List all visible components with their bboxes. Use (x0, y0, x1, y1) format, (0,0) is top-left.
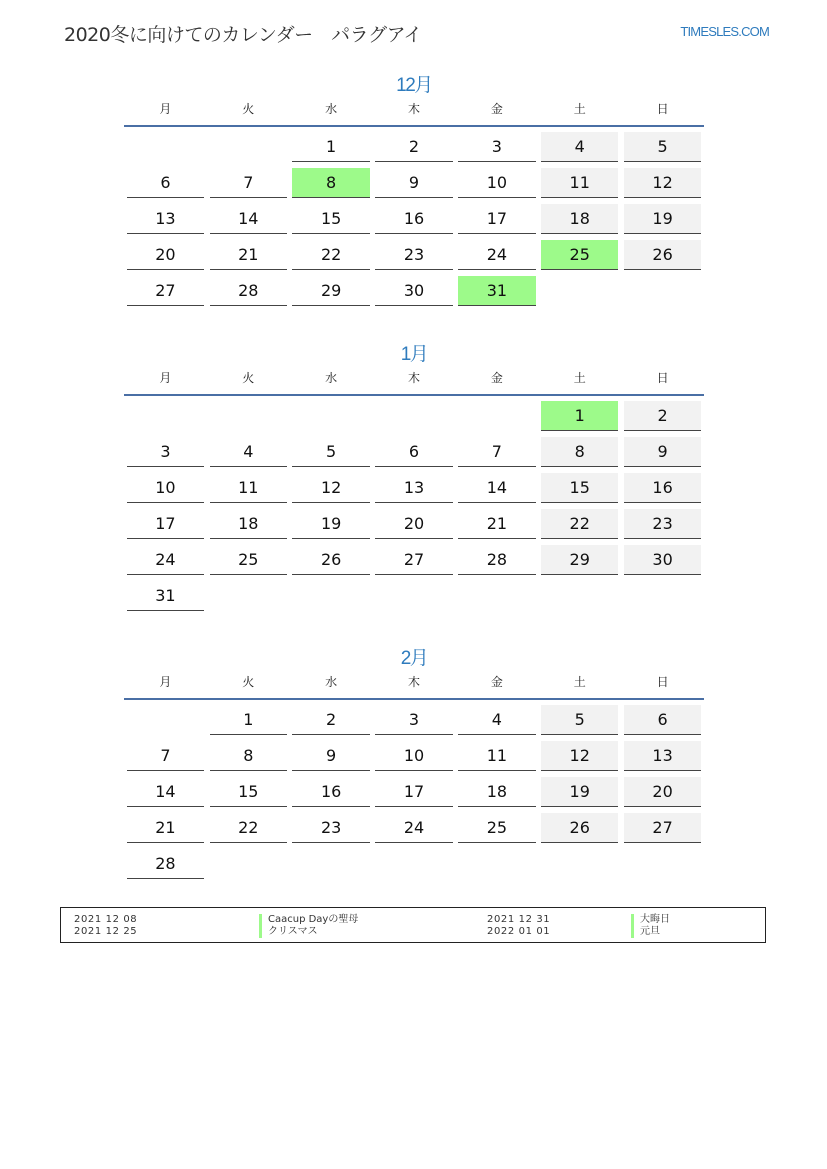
day-cell: 14 (127, 777, 204, 807)
legend-holiday-name: クリスマス (259, 926, 318, 938)
week-row (124, 473, 704, 509)
legend-date: 2022 01 01 (487, 926, 551, 937)
day-cell: 9 (375, 168, 452, 198)
empty-cell (458, 401, 535, 431)
week-row (124, 437, 704, 473)
day-cell: 6 (127, 168, 204, 198)
weekday-label: 月 (159, 102, 172, 116)
day-cell: 11 (210, 473, 287, 503)
weekend-day-cell: 4 (541, 132, 618, 162)
weekday-label: 土 (573, 371, 586, 385)
day-cell: 7 (127, 741, 204, 771)
weekend-day-cell: 5 (541, 705, 618, 735)
weekday-label: 日 (656, 371, 669, 385)
day-cell: 5 (292, 437, 369, 467)
weekend-day-cell: 5 (624, 132, 701, 162)
day-cell: 22 (210, 813, 287, 843)
weekend-day-cell: 15 (541, 473, 618, 503)
empty-cell (458, 849, 535, 879)
empty-cell (210, 849, 287, 879)
day-cell: 22 (292, 240, 369, 270)
weekend-day-cell: 19 (541, 777, 618, 807)
day-cell: 24 (458, 240, 535, 270)
day-cell: 4 (210, 437, 287, 467)
day-cell: 20 (127, 240, 204, 270)
holiday-day-cell: 31 (458, 276, 535, 306)
weekday-label: 月 (159, 371, 172, 385)
day-grid (124, 396, 704, 617)
day-cell: 15 (210, 777, 287, 807)
week-row (124, 849, 704, 885)
empty-cell (375, 401, 452, 431)
day-cell: 27 (127, 276, 204, 306)
week-row (124, 276, 704, 312)
weekday-label: 水 (325, 675, 338, 689)
month-title: 2月 (400, 648, 428, 669)
weekday-label: 日 (656, 102, 669, 116)
day-cell: 18 (210, 509, 287, 539)
day-cell: 13 (127, 204, 204, 234)
day-cell: 9 (292, 741, 369, 771)
weekend-day-cell: 29 (541, 545, 618, 575)
legend-date: 2021 12 25 (74, 926, 138, 937)
day-cell: 4 (458, 705, 535, 735)
month-calendar (124, 643, 704, 885)
weekday-label: 金 (490, 371, 503, 385)
weekday-label: 火 (242, 675, 255, 689)
day-cell: 16 (375, 204, 452, 234)
empty-cell (624, 276, 701, 306)
page-title: 2020冬に向けてのカレンダー パラグアイ (64, 24, 422, 46)
empty-cell (375, 581, 452, 611)
day-cell: 15 (292, 204, 369, 234)
day-cell: 24 (127, 545, 204, 575)
day-cell: 28 (210, 276, 287, 306)
holiday-day-cell: 8 (292, 168, 369, 198)
empty-cell (375, 849, 452, 879)
weekday-label: 木 (408, 371, 421, 385)
empty-cell (624, 849, 701, 879)
day-cell: 6 (375, 437, 452, 467)
empty-cell (127, 401, 204, 431)
weekend-day-cell: 27 (624, 813, 701, 843)
weekend-day-cell: 22 (541, 509, 618, 539)
week-row (124, 401, 704, 437)
weekend-day-cell: 12 (624, 168, 701, 198)
empty-cell (292, 849, 369, 879)
weekend-day-cell: 23 (624, 509, 701, 539)
week-row (124, 581, 704, 617)
empty-cell (541, 276, 618, 306)
weekday-label: 土 (573, 102, 586, 116)
day-cell: 21 (458, 509, 535, 539)
day-cell: 25 (458, 813, 535, 843)
week-row (124, 204, 704, 240)
legend-date: 2021 12 08 (74, 914, 138, 925)
weekday-label: 火 (242, 371, 255, 385)
day-cell: 2 (375, 132, 452, 162)
day-cell: 13 (375, 473, 452, 503)
day-cell: 7 (458, 437, 535, 467)
day-cell: 20 (375, 509, 452, 539)
legend-date: 2021 12 31 (487, 914, 551, 925)
day-cell: 23 (292, 813, 369, 843)
weekday-label: 金 (490, 102, 503, 116)
day-cell: 14 (458, 473, 535, 503)
weekend-day-cell: 16 (624, 473, 701, 503)
day-cell: 11 (458, 741, 535, 771)
week-row (124, 741, 704, 777)
weekday-label: 日 (656, 675, 669, 689)
day-cell: 16 (292, 777, 369, 807)
day-cell: 19 (292, 509, 369, 539)
month-title: 12月 (396, 75, 432, 96)
week-row (124, 240, 704, 276)
weekday-label: 月 (159, 675, 172, 689)
week-row (124, 705, 704, 741)
legend-holiday-name: 元旦 (631, 926, 660, 938)
day-cell: 3 (375, 705, 452, 735)
weekend-day-cell: 8 (541, 437, 618, 467)
weekday-header (124, 100, 704, 127)
day-cell: 14 (210, 204, 287, 234)
day-grid (124, 127, 704, 312)
brand-link[interactable]: TIMESLES.COM (680, 24, 769, 39)
empty-cell (210, 132, 287, 162)
weekend-day-cell: 26 (624, 240, 701, 270)
month-calendar (124, 70, 704, 312)
day-cell: 10 (458, 168, 535, 198)
day-cell: 10 (375, 741, 452, 771)
week-row (124, 509, 704, 545)
month-calendar (124, 339, 704, 617)
day-grid (124, 700, 704, 885)
weekday-header (124, 369, 704, 396)
day-cell: 25 (210, 545, 287, 575)
weekend-day-cell: 19 (624, 204, 701, 234)
day-cell: 8 (210, 741, 287, 771)
holiday-legend (60, 907, 766, 943)
day-cell: 2 (292, 705, 369, 735)
weekday-header (124, 673, 704, 700)
weekend-day-cell: 30 (624, 545, 701, 575)
empty-cell (210, 581, 287, 611)
weekday-label: 金 (490, 675, 503, 689)
day-cell: 30 (375, 276, 452, 306)
weekend-day-cell: 13 (624, 741, 701, 771)
weekend-day-cell: 18 (541, 204, 618, 234)
week-row (124, 777, 704, 813)
day-cell: 28 (127, 849, 204, 879)
empty-cell (292, 581, 369, 611)
weekend-day-cell: 12 (541, 741, 618, 771)
empty-cell (541, 849, 618, 879)
day-cell: 1 (210, 705, 287, 735)
week-row (124, 813, 704, 849)
day-cell: 3 (458, 132, 535, 162)
empty-cell (541, 581, 618, 611)
day-cell: 7 (210, 168, 287, 198)
weekend-day-cell: 2 (624, 401, 701, 431)
weekend-day-cell: 11 (541, 168, 618, 198)
day-cell: 29 (292, 276, 369, 306)
weekday-label: 木 (408, 102, 421, 116)
holiday-day-cell: 25 (541, 240, 618, 270)
day-cell: 3 (127, 437, 204, 467)
legend-holiday-name: Caacup Dayの聖母 (259, 914, 358, 926)
empty-cell (458, 581, 535, 611)
legend-holiday-name: 大晦日 (631, 914, 670, 926)
week-row (124, 132, 704, 168)
day-cell: 17 (458, 204, 535, 234)
week-row (124, 545, 704, 581)
weekend-day-cell: 20 (624, 777, 701, 807)
day-cell: 28 (458, 545, 535, 575)
day-cell: 10 (127, 473, 204, 503)
weekday-label: 土 (573, 675, 586, 689)
day-cell: 17 (375, 777, 452, 807)
holiday-day-cell: 1 (541, 401, 618, 431)
day-cell: 26 (292, 545, 369, 575)
day-cell: 31 (127, 581, 204, 611)
day-cell: 21 (210, 240, 287, 270)
month-title: 1月 (400, 344, 428, 365)
weekday-label: 火 (242, 102, 255, 116)
empty-cell (624, 581, 701, 611)
empty-cell (127, 132, 204, 162)
weekend-day-cell: 9 (624, 437, 701, 467)
day-cell: 23 (375, 240, 452, 270)
day-cell: 17 (127, 509, 204, 539)
week-row (124, 168, 704, 204)
weekday-label: 木 (408, 675, 421, 689)
weekend-day-cell: 26 (541, 813, 618, 843)
empty-cell (210, 401, 287, 431)
day-cell: 24 (375, 813, 452, 843)
day-cell: 12 (292, 473, 369, 503)
day-cell: 27 (375, 545, 452, 575)
weekday-label: 水 (325, 102, 338, 116)
day-cell: 21 (127, 813, 204, 843)
empty-cell (292, 401, 369, 431)
day-cell: 1 (292, 132, 369, 162)
weekday-label: 水 (325, 371, 338, 385)
empty-cell (127, 705, 204, 735)
day-cell: 18 (458, 777, 535, 807)
weekend-day-cell: 6 (624, 705, 701, 735)
